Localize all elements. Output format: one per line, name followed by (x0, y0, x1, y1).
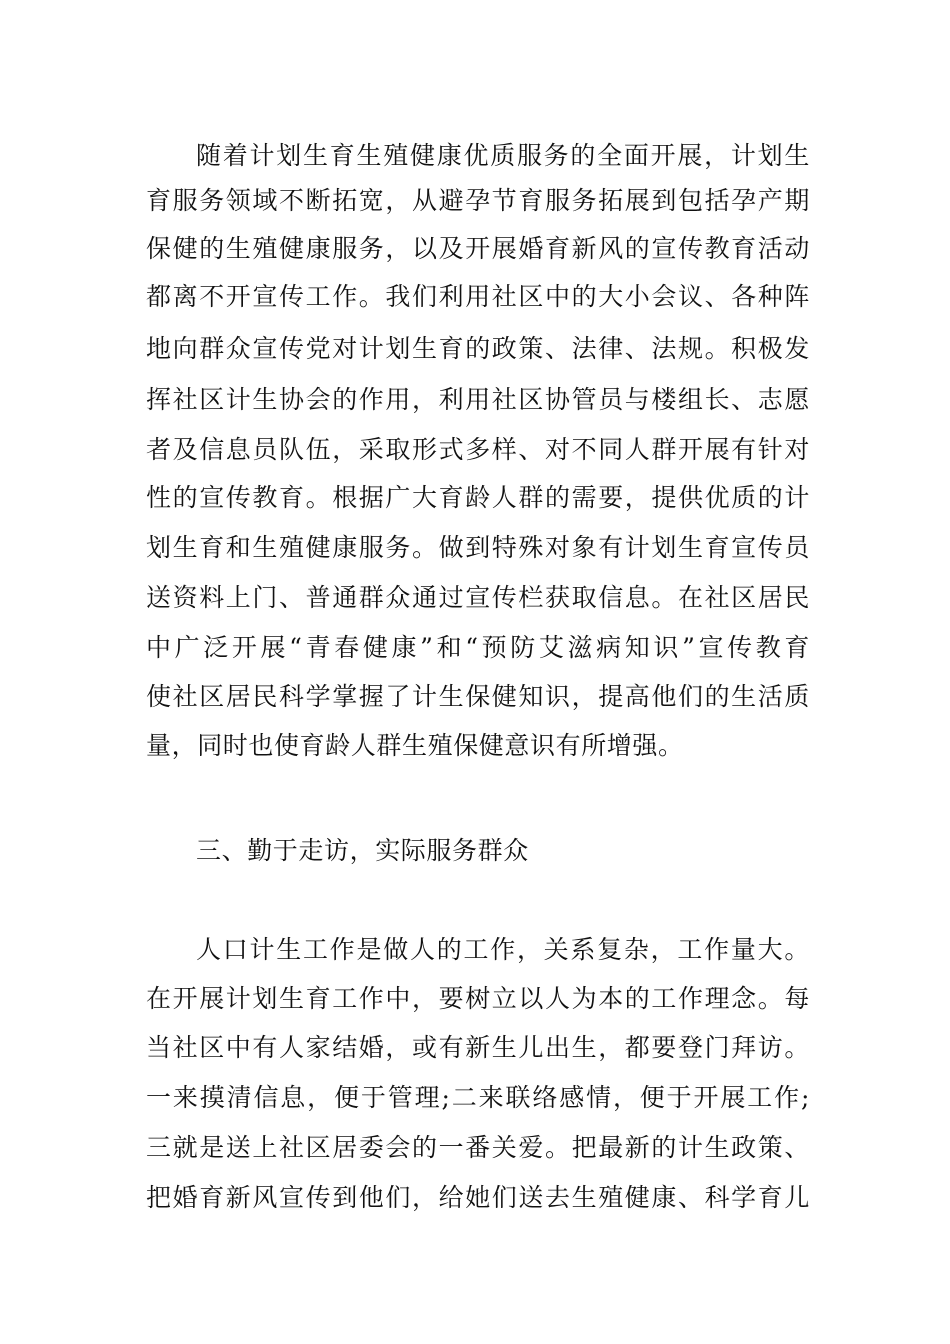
paragraph-line: 中广泛开展“青春健康”和“预防艾滋病知识”宣传教育 (146, 633, 810, 662)
paragraph-line: 把婚育新风宣传到他们，给她们送去生殖健康、科学育儿 (146, 1183, 810, 1212)
paragraph-line: 使社区居民科学掌握了计生保健知识，提高他们的生活质 (146, 682, 810, 711)
paragraph-line: 一来摸清信息，便于管理;二来联络感情，便于开展工作; (146, 1083, 810, 1112)
paragraph-line: 育服务领域不断拓宽，从避孕节育服务拓展到包括孕产期 (146, 186, 810, 215)
paragraph-line: 性的宣传教育。根据广大育龄人群的需要，提供优质的计 (146, 483, 810, 512)
paragraph-line: 送资料上门、普通群众通过宣传栏获取信息。在社区居民 (146, 583, 810, 612)
paragraph-line: 都离不开宣传工作。我们利用社区中的大小会议、各种阵 (146, 282, 810, 311)
paragraph-line: 随着计划生育生殖健康优质服务的全面开展，计划生 (196, 141, 810, 170)
paragraph-line: 在开展计划生育工作中，要树立以人为本的工作理念。每 (146, 984, 810, 1013)
paragraph-line: 地向群众宣传党对计划生育的政策、法律、法规。积极发 (146, 334, 810, 363)
paragraph-line: 划生育和生殖健康服务。做到特殊对象有计划生育宣传员 (146, 533, 810, 562)
paragraph-line: 人口计生工作是做人的工作，关系复杂，工作量大。 (196, 935, 810, 964)
paragraph-line: 者及信息员队伍，采取形式多样、对不同人群开展有针对 (146, 435, 810, 464)
paragraph-line: 挥社区计生协会的作用，利用社区协管员与楼组长、志愿 (146, 385, 810, 414)
paragraph-line: 保健的生殖健康服务，以及开展婚育新风的宣传教育活动 (146, 234, 810, 263)
section-heading: 三、勤于走访，实际服务群众 (196, 836, 529, 865)
paragraph-line: 三就是送上社区居委会的一番关爱。把最新的计生政策、 (146, 1133, 810, 1162)
paragraph-line: 当社区中有人家结婚，或有新生儿出生，都要登门拜访。 (146, 1033, 810, 1062)
paragraph-line: 量，同时也使育龄人群生殖保健意识有所增强。 (146, 731, 684, 760)
